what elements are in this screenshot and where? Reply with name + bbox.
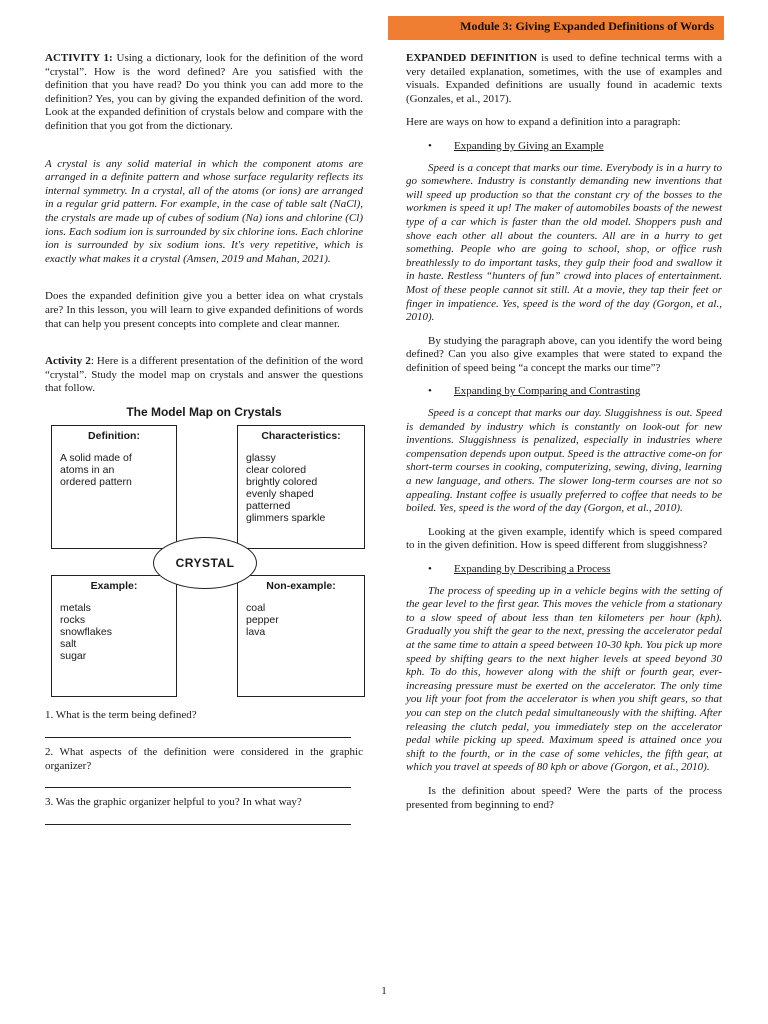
nonexample-box — [237, 575, 365, 697]
answer-line[interactable] — [45, 723, 351, 738]
question-3: 3. Was the graphic organizer helpful to you? In what way? — [45, 796, 302, 809]
bullet-dot-icon: • — [428, 139, 432, 152]
characteristic-item: glassy — [246, 452, 276, 465]
definition-box — [51, 425, 177, 549]
definition-line: atoms in an — [60, 464, 115, 477]
characteristics-heading: Characteristics: — [261, 430, 341, 443]
bullet-dot-icon: • — [428, 563, 432, 575]
page-number: 1 — [381, 985, 387, 997]
activity1-label: ACTIVITY 1: — [45, 52, 113, 64]
expanded-definition-paragraph — [406, 52, 722, 106]
left-column — [45, 52, 363, 833]
question-compare: Looking at the given example, identify which is speed compared to in the given definition. How is speed different from sluggishness? — [406, 525, 722, 552]
example-heading: Example: — [90, 580, 138, 593]
question-process: Is the definition about speed? Were the parts of the process presented from beginning to end? — [406, 784, 722, 811]
module-title: Module 3: Giving Expanded Definitions of Words — [460, 19, 714, 33]
activity2-text: : Here is a different presentation of the definition of the word “crystal”. Study the model map on crystals and answer the questions that follow. — [45, 355, 364, 395]
speed-example-passage: Speed is a concept that marks our time. Everybody is in a hurry to go somewhere. Industry is constantly demanding new inventions that will speed up production so that the constant cry of the bosses to the workmen is speed it up! The maker of automobiles boasts of the newest type of a car which is faster than the old model. Shoppers push and shove each other all about the counters. All are in a hurry to get something. People who are going to school, shop, or office rush breathlessly to do important tasks, they gulp their food and swallow it in haste. Restless “hunters of fun” crowd into places of entertainment. Most of these people cannot sit still. At a movie, they tap their feet or finger in impatience. Yes, speed is the word of the day (Gorgon, et al., 2010). — [406, 161, 722, 324]
bullet-compare: • Expanding by Comparing and Contrasting — [428, 385, 641, 398]
characteristic-item: clear colored — [246, 464, 307, 477]
characteristic-item: patterned — [246, 500, 291, 513]
does-paragraph: Does the expanded definition give you a better idea on what crystals are? In this lesson, you will learn to give expanded definitions of words that can help you present concepts into complete and clear manner. — [45, 290, 363, 330]
activity1-paragraph — [45, 52, 363, 134]
nonexample-item: pepper — [246, 614, 279, 627]
answer-line[interactable] — [45, 773, 351, 788]
question-2: 2. What aspects of the definition were considered in the graphic organizer? — [45, 746, 363, 772]
expanded-text: is used to define technical terms with a very detailed explanation, sometimes, with the use of examples and visuals. Expanded definitions are usually found in academic texts (Gonzales, et al., 2017). — [406, 52, 722, 105]
model-map — [45, 425, 361, 697]
definition-heading: Definition: — [88, 430, 140, 443]
speed-compare-passage: Speed is a concept that marks our day. Sluggishness is out. Speed is demanded by industry which is constantly on look-out for new inventions. Sluggishness is penalized, especially in industries where compensation depends upon output. Speed is the attractive come-on for short-term courses in cooking, computerizing, sewing, diving, learning a new language, and others. The slower long-term courses are not so appealing. Instant coffee is usually preferred to coffee that needs to be boiled. Yes, speed is the word of the day (Gorgon, et al., 2010). — [406, 407, 722, 515]
definition-line: A solid made of — [60, 452, 132, 465]
activity2-paragraph — [45, 355, 363, 396]
crystal-passage: A crystal is any solid material in which the component atoms are arranged in a definite pattern and whose surface regularity reflects its internal symmetry. In a crystal, all of the atoms (or ions) are arranged in a regular grid pattern. For example, in the case of table salt (NaCl), the crystals are made up of cubes of sodium (Na) ions and chlorine (Cl) ions. Each sodium ion is surrounded by six chlorine ions. Each chlorine ion is surrounded by six sodium ions. It's very repetitive, which is exactly what makes it a crystal (Amsen, 2019 and Mahan, 2021). — [45, 157, 363, 265]
characteristic-item: evenly shaped — [246, 488, 314, 501]
characteristic-item: glimmers sparkle — [246, 512, 326, 525]
bullet-dot-icon: • — [428, 385, 432, 398]
right-column — [406, 52, 722, 822]
speed-process-passage: The process of speeding up in a vehicle begins with the setting of the gear level to the first gear. This moves the vehicle from a stationary to a slow speed of about less than ten kilometers per hour (kph). Gradually you shift the gear to the next, pressing the accelerator pedal at the same time to attain a speed between 10-30 kph. You pick up more speed by shifting gears to the next higher levels at speed beyond 30 kph. To do this, however along with the shift or fourth gear, ever-increasing pressure must be exerted on the accelerator. The only time you lift your foot from the accelerator is when you shift gears, so that you can step on the clutch pedal simultaneously with the shifting. After releasing the clutch pedal, you immediately step on the accelerator pedal while picking up speed. Maximum speed is attained once you shift to the fourth, or in the case of some vehicles, the fifth gear, at which you travel at speeds of 80 kph or above (Gorgon, et al., 2010). — [406, 584, 722, 774]
answer-line[interactable] — [45, 810, 351, 825]
question-example: By studying the paragraph above, can you identify the word being defined? Can you also give examples that were stated to expand the definition of speed being “a concept the marks our time”? — [406, 334, 722, 374]
example-item: metals — [60, 602, 91, 615]
nonexample-item: coal — [246, 602, 266, 615]
nonexample-item: lava — [246, 626, 266, 639]
crystal-center-oval: CRYSTAL — [153, 537, 257, 589]
characteristic-item: brightly colored — [246, 476, 318, 489]
bullet-process: • Expanding by Describing a Process — [428, 563, 611, 575]
characteristics-box — [237, 425, 365, 549]
example-item: salt — [60, 638, 77, 651]
map-title: The Model Map on Crystals — [126, 404, 282, 419]
activity2-label: Activity 2 — [45, 355, 91, 368]
example-box — [51, 575, 177, 697]
question-1: 1. What is the term being defined? — [45, 709, 197, 722]
nonexample-heading: Non-example: — [266, 580, 336, 593]
activity1-text: Using a dictionary, look for the definition of the word “crystal”. How is the word defined? Are you satisfied with the definition that you have read? Do you think you can add more to the definition? Yes, you can by giving the expanded definition of the word. Look at the expanded definition of crystals below and compare with the definition that you got from the dictionary. — [45, 52, 363, 132]
expanded-label: EXPANDED DEFINITION — [406, 52, 538, 64]
example-item: snowflakes — [60, 626, 112, 639]
bullet-example: • Expanding by Giving an Example — [428, 139, 604, 152]
ways-paragraph: Here are ways on how to expand a definition into a paragraph: — [406, 116, 681, 129]
example-item: rocks — [60, 614, 86, 627]
example-item: sugar — [60, 650, 87, 663]
definition-line: ordered pattern — [60, 476, 132, 489]
module-header-bar — [388, 16, 724, 40]
